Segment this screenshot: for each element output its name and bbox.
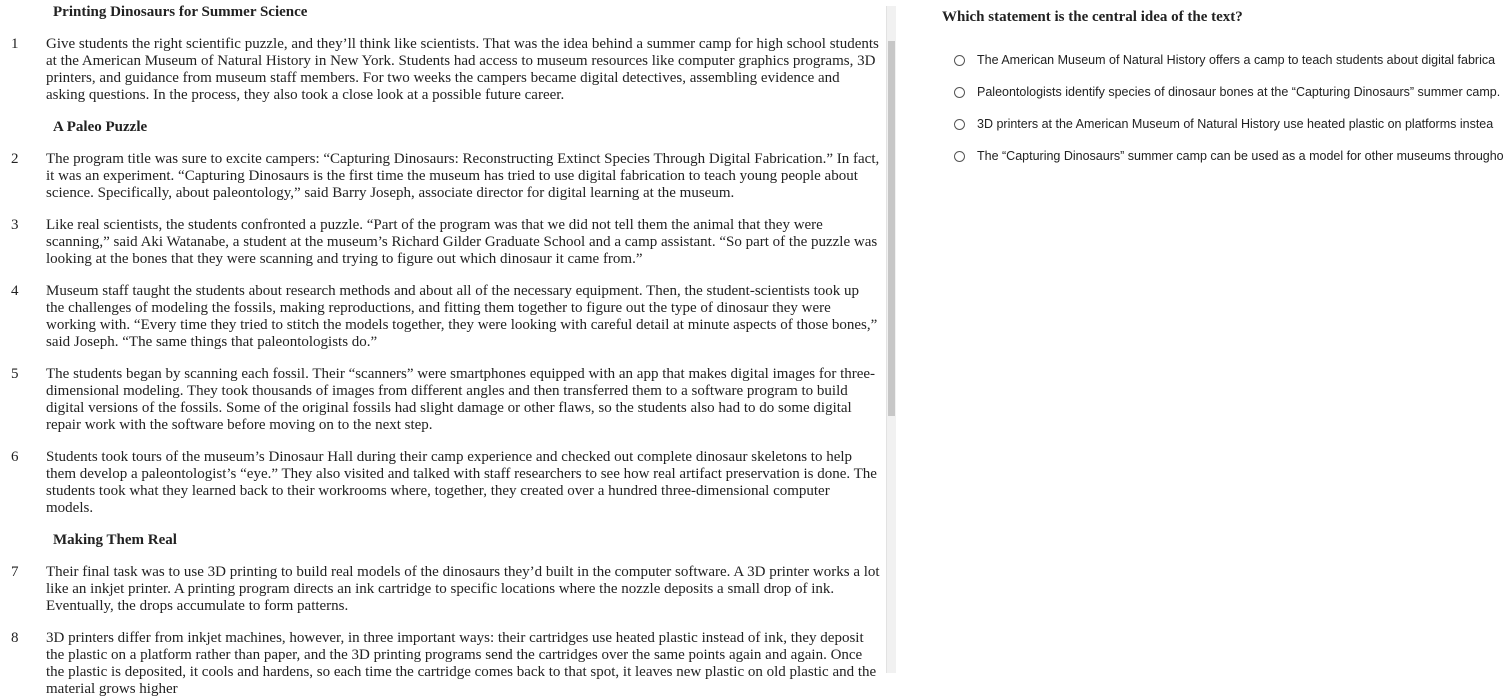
paragraph-3 [0,217,886,268]
answer-choice-label[interactable]: The “Capturing Dinosaurs” summer camp can be used as a model for other museums througho [977,149,1504,163]
radio-button-icon[interactable] [954,87,965,98]
answer-choices [954,51,1504,179]
paragraph-7 [0,564,886,615]
paragraph-number: 2 [11,151,19,167]
paragraph-number: 6 [11,449,19,465]
paragraph-number: 8 [11,630,19,646]
paragraph-text: 3D printers differ from inkjet machines, however, in three important ways: their cartridges use heated plastic instead of ink, they deposit the plastic on a platform rather than paper, and the 3D printing programs send the cartridges over the same points again and again. Once the plastic is deposited, it cools and hardens, so each time the cartridge comes back to that spot, it leaves new plastic on old plastic and the material grows higher [46,630,877,697]
question-pane [896,0,1504,673]
paragraph-text: Museum staff taught the students about research methods and about all of the necessary equipment. Then, the student-scientists took up the challenges of modeling the fossils, making reproductions, and fitting them together to figure out the type of dinosaur they were working with. “Every time they tried to stitch the models together, they were looking with careful detail at minute aspects of those bones,” said Joseph. “The same things that paleontologists do.” [46,283,878,350]
answer-choice-a[interactable] [954,51,1504,69]
radio-button-icon[interactable] [954,151,965,162]
question-stem: Which statement is the central idea of the text? [942,9,1243,25]
paragraph-number: 4 [11,283,19,299]
paragraph-number: 3 [11,217,19,233]
paragraph-8 [0,630,886,698]
paragraph-number: 7 [11,564,19,580]
answer-choice-label[interactable]: 3D printers at the American Museum of Natural History use heated plastic on platforms instea [977,117,1494,131]
paragraph-text: The students began by scanning each fossil. Their “scanners” were smartphones equipped with an app that makes digital images for three-dimensional modeling. They took thousands of images from different angles and then transferred them to a software program to build digital versions of the fossils. Some of the original fossils had slight damage or other flaws, so the students also had to do some digital repair work with the software before moving on to the next step. [46,366,876,433]
passage-scrollbar-thumb[interactable] [888,41,895,416]
paragraph-text: Like real scientists, the students confronted a puzzle. “Part of the program was that we did not tell them the animal that they were scanning,” said Aki Watanabe, a student at the museum’s Richard Gilder Graduate School and a camp assistant. “So part of the puzzle was looking at the bones that they were scanning and trying to figure out which dinosaur it came from.” [46,217,878,267]
answer-choice-label[interactable]: The American Museum of Natural History offers a camp to teach students about digital fabrica [977,53,1496,67]
paragraph-4 [0,283,886,351]
passage-title: Printing Dinosaurs for Summer Science [53,4,308,20]
paragraph-1 [0,36,886,104]
paragraph-6 [0,449,886,517]
paragraph-text: The program title was sure to excite campers: “Capturing Dinosaurs: Reconstructing Extinct Species Through Digital Fabrication.” In fact, it was an experiment. “Capturing Dinosaurs is the first time the museum has tried to use digital fabrication to teach young people about science. Specifically, about paleontology,” said Barry Joseph, associate director for digital learning at the museum. [46,151,880,201]
paragraph-5 [0,366,886,434]
answer-choice-label[interactable]: Paleontologists identify species of dinosaur bones at the “Capturing Dinosaurs” summer camp. [977,85,1501,99]
paragraph-2 [0,151,886,202]
section-heading-making-them-real: Making Them Real [53,532,177,548]
answer-choice-c[interactable] [954,115,1504,133]
paragraph-text: Give students the right scientific puzzle, and they’ll think like scientists. That was the idea behind a summer camp for high school students at the American Museum of Natural History in New York. Students had access to museum resources like computer graphics programs, 3D printers, and guidance from museum staff members. For two weeks the campers became digital detectives, assembling evidence and asking questions. In the process, they also took a close look at a possible future career. [46,36,879,103]
paragraph-number: 5 [11,366,19,382]
radio-button-icon[interactable] [954,55,965,66]
paragraph-number: 1 [11,36,19,52]
paragraph-text: Their final task was to use 3D printing to build real models of the dinosaurs they’d built in the computer software. A 3D printer works a lot like an inkjet printer. A printing program directs an ink cartridge to specific locations where the nozzle deposits a small drop of ink. Eventually, the drops accumulate to form patterns. [46,564,880,614]
radio-button-icon[interactable] [954,119,965,130]
answer-choice-d[interactable] [954,147,1504,165]
passage-scrollbar[interactable] [886,6,896,673]
answer-choice-b[interactable] [954,83,1504,101]
paragraph-text: Students took tours of the museum’s Dinosaur Hall during their camp experience and checked out complete dinosaur skeletons to help them develop a paleontologist’s “eye.” They also visited and talked with staff researchers to see how real artifact preservation is done. The students took what they learned back to their workrooms where, together, they created over a hundred three-dimensional computer models. [46,449,877,516]
section-heading-paleo-puzzle: A Paleo Puzzle [53,119,148,135]
